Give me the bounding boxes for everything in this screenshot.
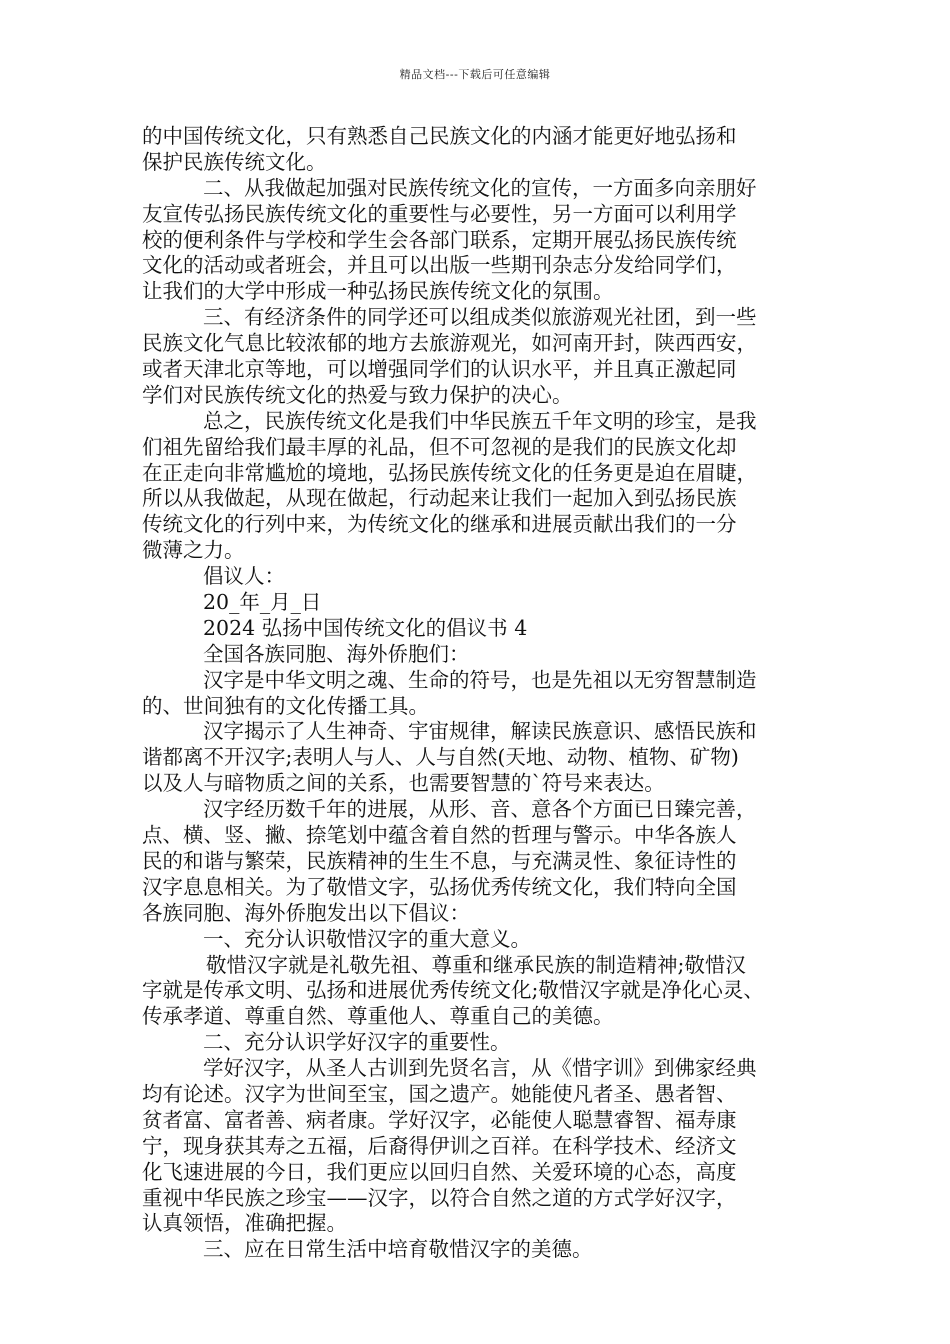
text-line: 二、从我做起加强对民族传统文化的宣传，一方面多向亲朋好	[203, 175, 757, 200]
text-line: 宁，现身获其寿之五福，后裔得伊训之百祥。在科学技术、经济文	[142, 1133, 737, 1158]
salutation: 全国各族同胞、海外侨胞们：	[203, 641, 470, 666]
text-line: 字就是传承文明、弘扬和进展优秀传统文化;敬惜汉字就是净化心灵、	[142, 978, 764, 1003]
text-line: 传承孝道、尊重自然、尊重他人、尊重自己的美德。	[142, 1004, 614, 1029]
text-line: 的、世间独有的文化传播工具。	[142, 693, 429, 718]
text-line: 民的和谐与繁荣，民族精神的生生不息，与充满灵性、象征诗性的	[142, 848, 737, 873]
text-line: 重视中华民族之珍宝——汉字，以符合自然之道的方式学好汉字，	[142, 1185, 737, 1210]
document-body	[142, 124, 812, 1263]
text-line: 们祖先留给我们最丰厚的礼品，但不可忽视的是我们的民族文化却	[142, 434, 737, 459]
page-header: 精品文档---下载后可任意编辑	[399, 68, 551, 81]
text-line: 所以从我做起，从现在做起，行动起来让我们一起加入到弘扬民族	[142, 486, 737, 511]
text-line: 友宣传弘扬民族传统文化的重要性与必要性，另一方面可以利用学	[142, 201, 737, 226]
text-line: 文化的活动或者班会，并且可以出版一些期刊杂志分发给同学们，	[142, 253, 737, 278]
text-line: 三、有经济条件的同学还可以组成类似旅游观光社团，到一些	[203, 305, 757, 330]
text-line: 三、应在日常生活中培育敬惜汉字的美德。	[203, 1237, 593, 1262]
text-line: 学好汉字，从圣人古训到先贤名言，从《惜字训》到佛家经典	[203, 1056, 757, 1081]
text-line: 敬惜汉字就是礼敬先祖、尊重和继承民族的制造精神;敬惜汉	[206, 952, 746, 977]
text-line: 点、横、竖、撇、捺笔划中蕴含着自然的哲理与警示。中华各族人	[142, 823, 737, 848]
text-line: 认真领悟，准确把握。	[142, 1211, 347, 1236]
text-line: 保护民族传统文化。	[142, 149, 327, 174]
date-line: 20_年_月_日	[203, 590, 322, 615]
text-line: 校的便利条件与学校和学生会各部门联系，定期开展弘扬民族传统	[142, 227, 737, 252]
text-line: 的中国传统文化，只有熟悉自己民族文化的内涵才能更好地弘扬和	[142, 124, 737, 148]
text-line: 或者天津北京等地，可以增强同学们的认识水平，并且真正激起同	[142, 357, 737, 382]
text-line: 二、充分认识学好汉字的重要性。	[203, 1030, 511, 1055]
text-line: 微薄之力。	[142, 538, 245, 563]
text-line: 贫者富、富者善、病者康。学好汉字，必能使人聪慧睿智、福寿康	[142, 1107, 737, 1132]
text-line: 传统文化的行列中来，为传统文化的继承和进展贡献出我们的一分	[142, 512, 737, 537]
text-line: 学们对民族传统文化的热爱与致力保护的决心。	[142, 382, 573, 407]
text-line: 让我们的大学中形成一种弘扬民族传统文化的氛围。	[142, 279, 614, 304]
text-line: 总之，民族传统文化是我们中华民族五千年文明的珍宝，是我	[203, 408, 757, 433]
text-line: 在正走向非常尴尬的境地，弘扬民族传统文化的任务更是迫在眉睫，	[142, 460, 757, 485]
text-line: 汉字是中华文明之魂、生命的符号，也是先祖以无穷智慧制造	[203, 667, 757, 692]
text-line: 化飞速进展的今日，我们更应以回归自然、关爱环境的心态，高度	[142, 1159, 737, 1184]
text-line: 汉字揭示了人生神奇、宇宙规律，解读民族意识、感悟民族和	[203, 719, 757, 744]
text-line: 谐都离不开汉字;表明人与人、人与自然(天地、动物、植物、矿物)	[142, 745, 739, 770]
text-line: 均有论述。汉字为世间至宝，国之遗产。她能使凡者圣、愚者智、	[142, 1081, 737, 1106]
section-title: 2024 弘扬中国传统文化的倡议书 4	[203, 615, 528, 640]
text-line: 汉字息息相关。为了敬惜文字，弘扬优秀传统文化，我们特向全国	[142, 874, 737, 899]
signatory-label: 倡议人：	[203, 564, 285, 589]
text-line: 各族同胞、海外侨胞发出以下倡议：	[142, 900, 470, 925]
text-line: 民族文化气息比较浓郁的地方去旅游观光，如河南开封，陕西西安，	[142, 331, 757, 356]
text-line: 一、充分认识敬惜汉字的重大意义。	[203, 926, 531, 951]
text-line: 以及人与暗物质之间的关系，也需要智慧的`符号来表达。	[142, 771, 665, 796]
text-line: 汉字经历数千年的进展，从形、音、意各个方面已日臻完善，	[203, 797, 757, 822]
